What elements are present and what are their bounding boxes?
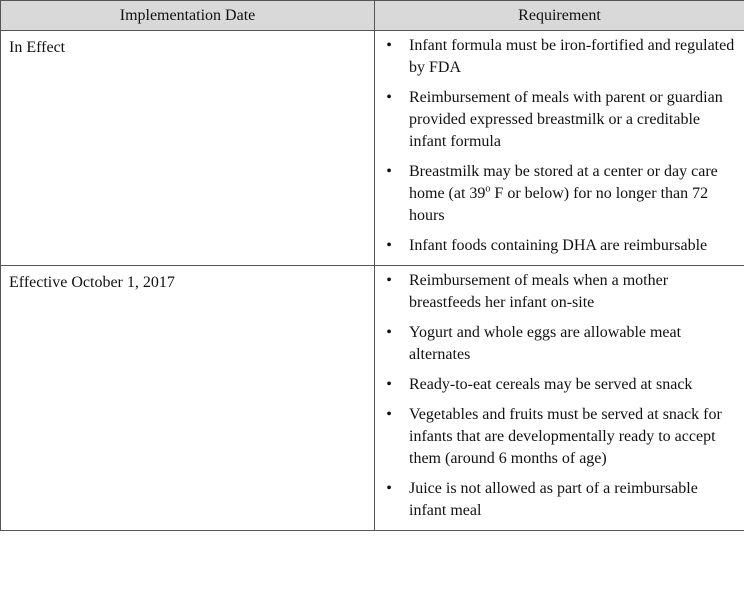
- bullet-icon: •: [386, 237, 392, 254]
- requirement-text: Infant foods containing DHA are reimbursable: [409, 237, 708, 254]
- requirement-text: Infant formula must be iron-fortified and regulated by FDA: [409, 37, 735, 76]
- requirement-text: Juice is not allowed as part of a reimbursable infant meal: [409, 480, 698, 519]
- requirement-cell: [375, 266, 744, 531]
- bullet-icon: •: [386, 163, 392, 180]
- list-item: [375, 235, 736, 257]
- requirement-cell: [375, 31, 744, 266]
- bullet-icon: •: [386, 480, 392, 497]
- bullet-icon: •: [386, 272, 392, 289]
- table-row: [1, 266, 744, 531]
- bullet-icon: •: [386, 324, 392, 341]
- requirement-text: Ready-to-eat cereals may be served at snack: [409, 376, 693, 393]
- requirement-text: Vegetables and fruits must be served at snack for infants that are developmentally ready to accept them (around 6 months of age): [409, 406, 722, 467]
- implementation-date-cell: In Effect: [1, 31, 375, 266]
- list-item: [375, 478, 736, 522]
- bullet-icon: •: [386, 89, 392, 106]
- list-item: [375, 161, 736, 227]
- requirement-text: [409, 163, 718, 224]
- degree-superscript: o: [485, 183, 491, 195]
- implementation-date-cell: Effective October 1, 2017: [1, 266, 375, 531]
- list-item: [375, 87, 736, 153]
- requirement-text: Reimbursement of meals with parent or guardian provided expressed breastmilk or a creditable infant formula: [409, 89, 723, 150]
- bullet-icon: •: [386, 37, 392, 54]
- list-item: [375, 404, 736, 470]
- list-item: [375, 270, 736, 314]
- list-item: [375, 374, 736, 396]
- requirement-text-part: F or below) for no longer than 72 hours: [409, 185, 709, 224]
- header-implementation-date: Implementation Date: [1, 1, 375, 31]
- requirement-list: [375, 35, 736, 257]
- requirement-text-part: Breastmilk may be stored at a center or day care home (at 39: [409, 163, 718, 202]
- requirement-text: Yogurt and whole eggs are allowable meat alternates: [409, 324, 682, 363]
- requirement-list: [375, 270, 736, 522]
- requirement-text: Reimbursement of meals when a mother breastfeeds her infant on-site: [409, 272, 669, 311]
- table-row: [1, 31, 744, 266]
- list-item: [375, 35, 736, 79]
- bullet-icon: •: [386, 406, 392, 423]
- header-requirement: Requirement: [375, 1, 744, 31]
- list-item: [375, 322, 736, 366]
- header-row: [1, 1, 744, 31]
- bullet-icon: •: [386, 376, 392, 393]
